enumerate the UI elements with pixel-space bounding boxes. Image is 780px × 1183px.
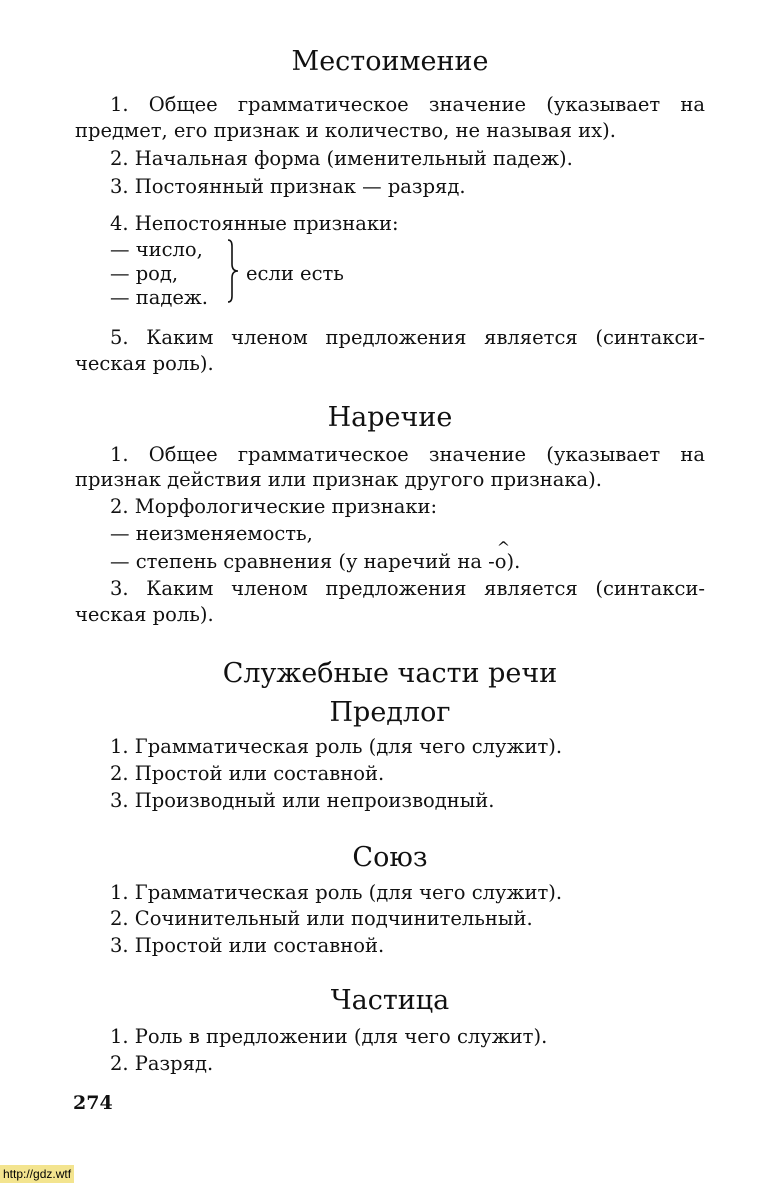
text-line: ческая роль). xyxy=(75,352,214,375)
text-line: предмет, его признак и количество, не называя их). xyxy=(75,119,616,142)
text-line: 2. Морфологические признаки: xyxy=(110,495,438,518)
text-line: ческая роль). xyxy=(75,603,214,626)
text-line: 1. Грамматическая роль (для чего служит). xyxy=(110,735,563,758)
text-line: — род, xyxy=(110,262,179,285)
text-line: 4. Непостоянные признаки: xyxy=(110,212,399,235)
text-line: 3. Простой или составной. xyxy=(110,934,385,957)
section-title-adverb: Наречие xyxy=(327,402,453,433)
text-line: 5. Каким членом предложения является (синтакси- xyxy=(110,326,705,349)
text-line: 3. Постоянный признак — разряд. xyxy=(110,175,466,198)
curly-brace xyxy=(226,238,240,304)
text-line: 1. Грамматическая роль (для чего служит). xyxy=(110,881,563,904)
brace-label: если есть xyxy=(246,262,344,285)
text: — степень сравнения (у наречий на - xyxy=(110,550,495,573)
text-line xyxy=(110,549,740,575)
subsection-title-particle: Частица xyxy=(330,985,450,1016)
text-line: 2. Разряд. xyxy=(110,1052,214,1075)
text-line: — падеж. xyxy=(110,286,209,309)
suffix-o-marked: ^ о xyxy=(495,549,507,575)
text-line: 1. Общее грамматическое значение (указывает на xyxy=(110,443,705,466)
subsection-title-conjunction: Союз xyxy=(352,842,428,873)
subsection-title-preposition: Предлог xyxy=(329,697,451,728)
text-line: 1. Роль в предложении (для чего служит). xyxy=(110,1025,548,1048)
text-line: 1. Общее грамматическое значение (указывает на xyxy=(110,93,705,116)
text-line: — число, xyxy=(110,238,203,261)
page-number: 274 xyxy=(73,1092,113,1114)
section-title-pronoun: Местоимение xyxy=(291,46,489,77)
text-line: 2. Сочинительный или подчинительный. xyxy=(110,907,533,930)
text-line: признак действия или признак другого признака). xyxy=(75,468,602,491)
text: ). xyxy=(506,550,521,573)
text-line: 3. Производный или непроизводный. xyxy=(110,789,495,812)
section-title-service: Служебные части речи xyxy=(222,658,558,689)
text-line: 2. Простой или составной. xyxy=(110,762,385,785)
text-line: — неизменяемость, xyxy=(110,522,313,545)
text-line: 2. Начальная форма (именительный падеж). xyxy=(110,147,573,170)
text-line: 3. Каким членом предложения является (синтакси- xyxy=(110,577,705,600)
watermark-link[interactable]: http://gdz.wtf xyxy=(0,1165,74,1183)
